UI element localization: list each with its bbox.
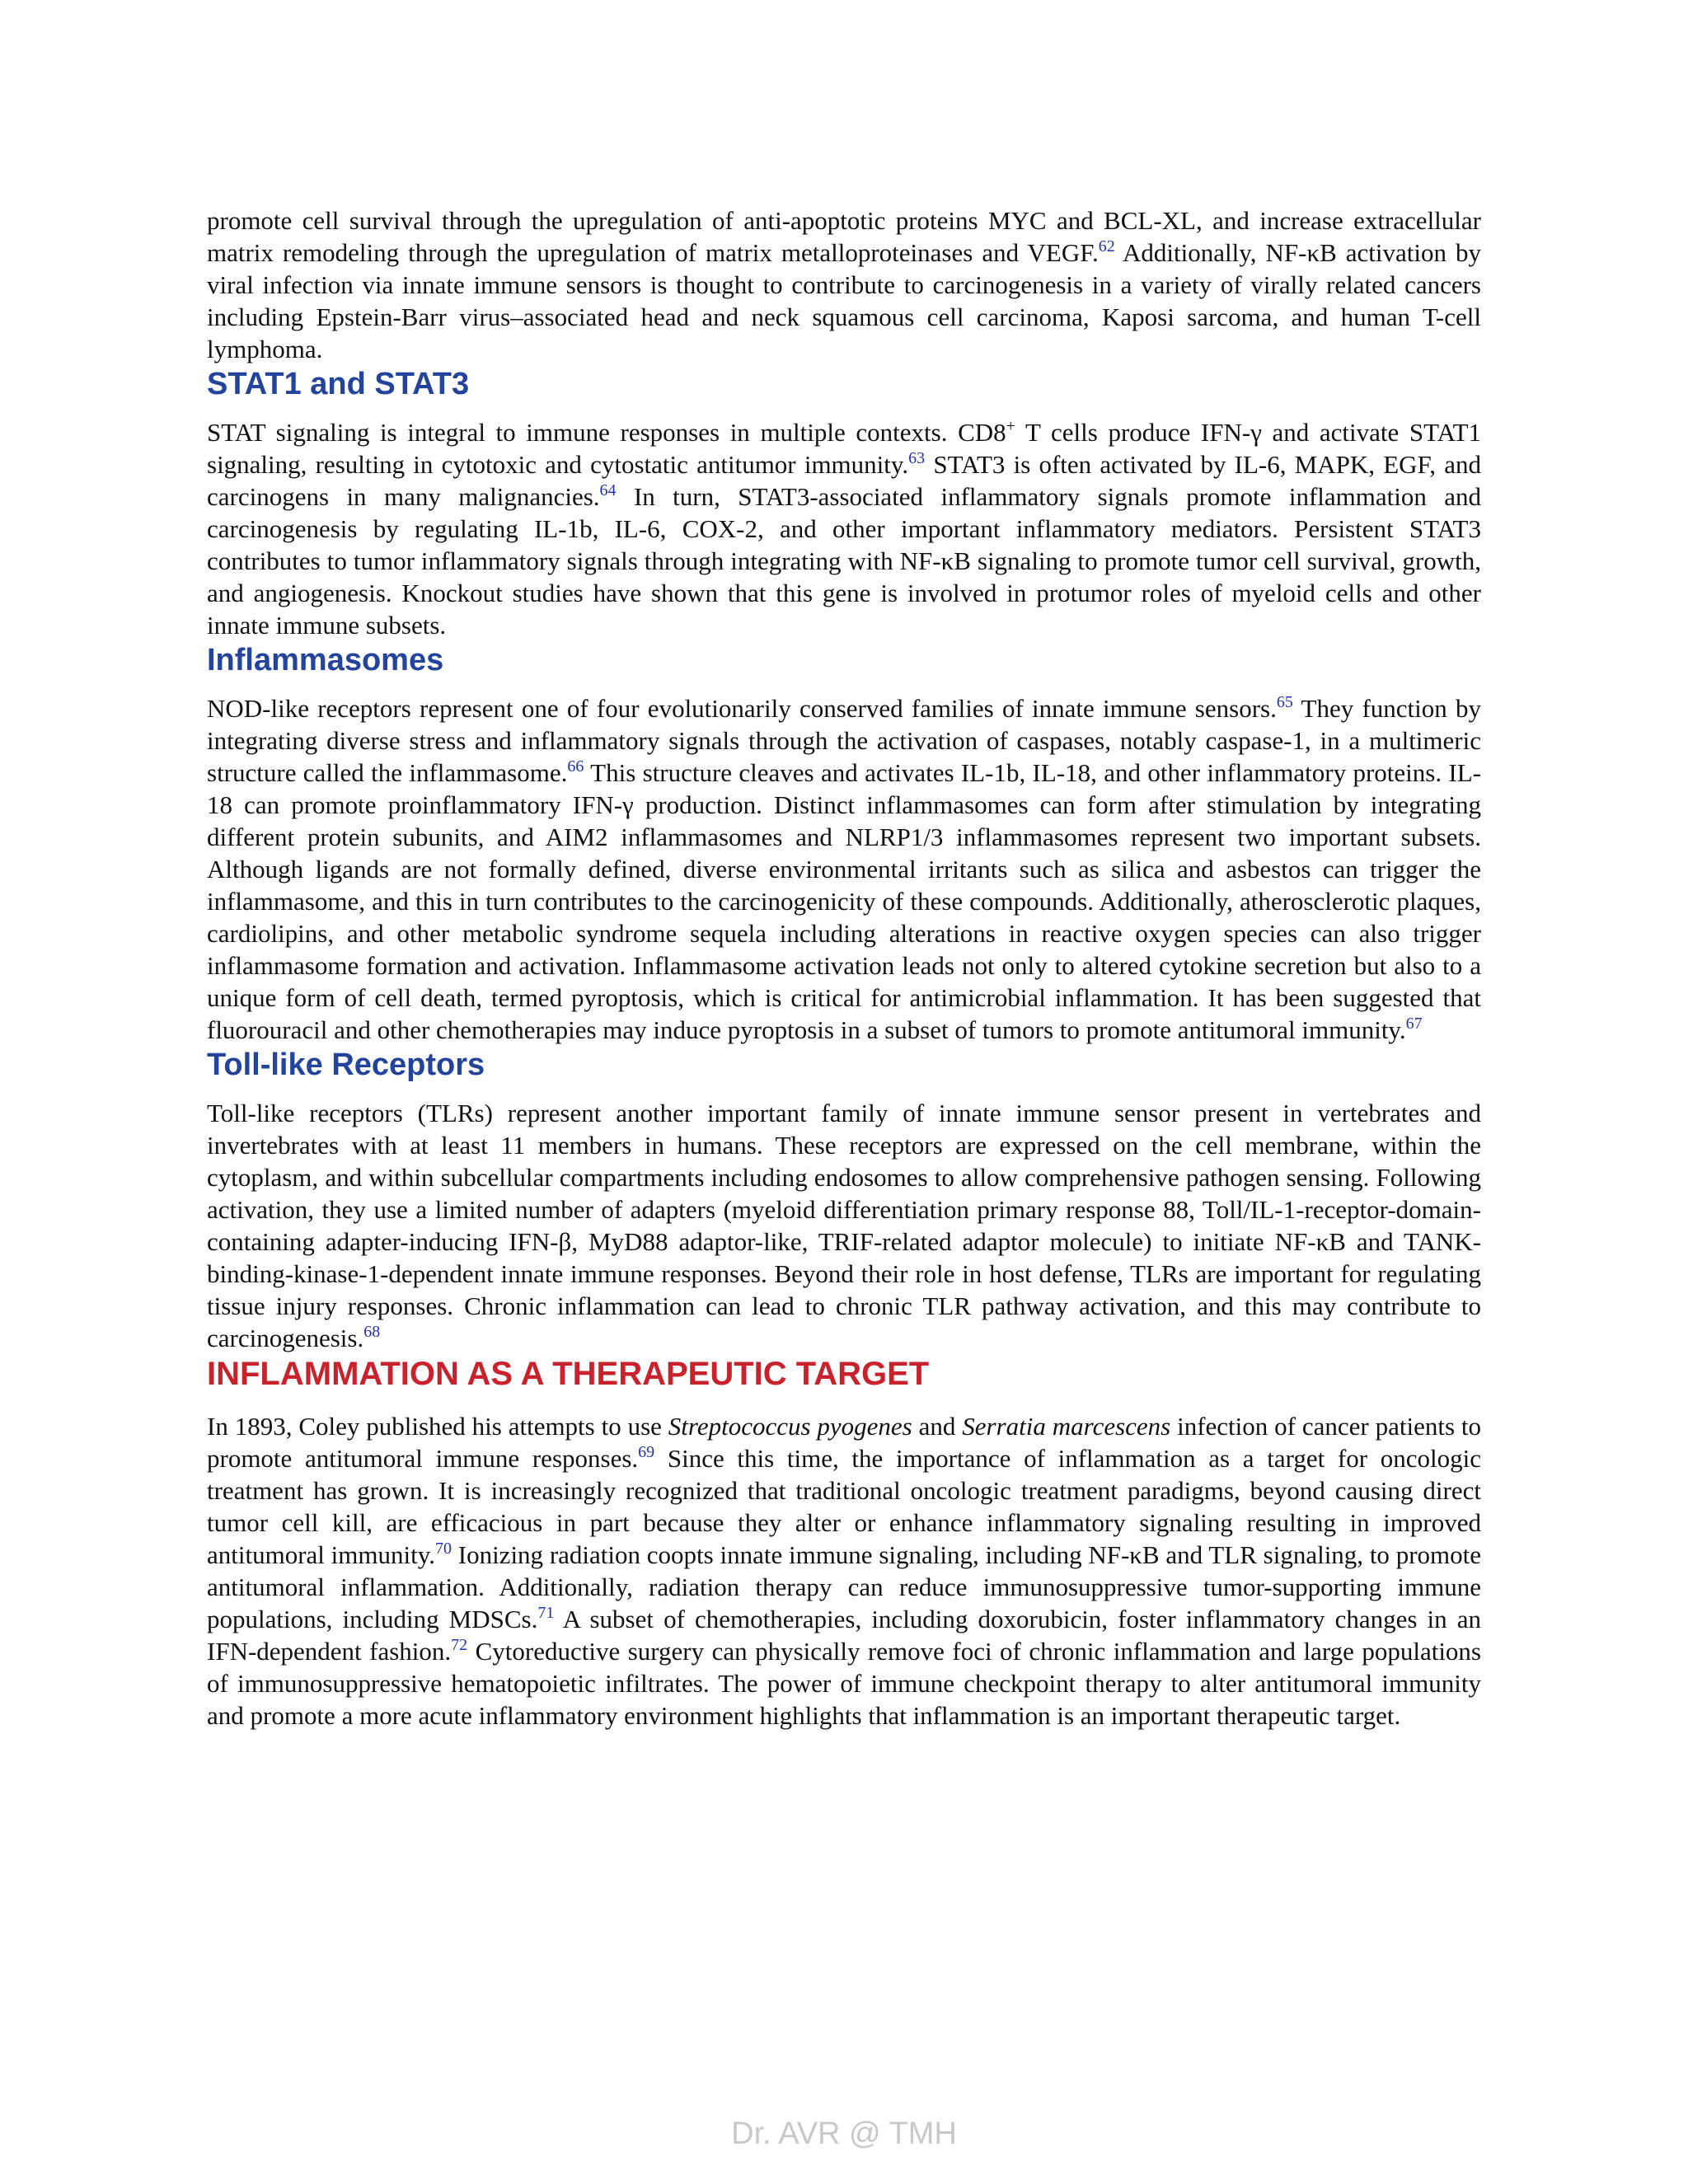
text-run: Ionizing radiation coopts innate immune signaling, including NF-κB and TLR signaling, to promote antitumoral inflammation. Additionally, radiation therapy can reduce immunosuppressive tumor-supporting immune populations, including MDSCs. [207,1540,1481,1633]
text-run: NOD-like receptors represent one of four evolutionarily conserved families of innate immune sensors. [207,694,1277,723]
species-name: Serratia marcescens [962,1412,1171,1441]
stat-paragraph [207,416,1481,641]
text-run: In turn, STAT3-associated inflammatory signals promote inflammation and carcinogenesis by regulating IL-1b, IL-6, COX-2, and other important inflammatory mediators. Persistent STAT3 contributes to tumor inflammatory signals through integrating with NF-κB signaling to promote tumor cell survival, growth, and angiogenesis. Knockout studies have shown that this gene is involved in protumor roles of myeloid cells and other innate immune subsets. [207,482,1482,640]
species-name: Streptococcus pyogenes [668,1412,912,1441]
superscript-plus: + [1006,417,1015,435]
reference-65[interactable]: 65 [1276,693,1293,711]
watermark: Dr. AVR @ TMH [731,2116,957,2151]
text-run: In 1893, Coley published his attempts to use [207,1412,668,1441]
tlr-paragraph [207,1097,1481,1354]
text-run: Since this time, the importance of inflammation as a target for oncologic treatment has grown. It is increasingly recognized that traditional oncologic treatment paradigms, beyond causing direct tumor cell kill, are efficacious in part because they alter or enhance inflammatory signaling resulting in improved antitumoral immunity. [207,1444,1481,1569]
text-run: STAT3 is often activated by IL-6, MAPK, EGF, and carcinogens in many malignancies. [207,450,1481,511]
section-heading-stat: STAT1 and STAT3 [207,367,470,401]
text-run: and [912,1412,963,1441]
text-run: T cells produce IFN-γ and activate STAT1 signaling, resulting in cytotoxic and cytostatic antitumor immunity. [207,418,1482,479]
reference-62[interactable]: 62 [1098,237,1115,255]
text-run: Cytoreductive surgery can physically remove foci of chronic inflammation and large populations of immunosuppressive hematopoietic infiltrates. The power of immune checkpoint therapy to alter antitumoral immunity and promote a more acute inflammatory environment highlights that inflammation is an important therapeutic target. [207,1637,1481,1730]
intro-paragraph [207,204,1481,365]
text-run: infection of cancer patients to promote antitumoral immune responses. [207,1412,1481,1473]
reference-63[interactable]: 63 [908,449,926,467]
reference-72[interactable]: 72 [451,1636,468,1654]
inflammasomes-paragraph [207,692,1481,1046]
reference-64[interactable]: 64 [599,481,617,499]
text-run: Additionally, NF-κB activation by viral infection via innate immune sensors is thought to contribute to carcinogenesis in a variety of virally related cancers including Epstein-Barr virus–associated head and neck squamous cell carcinoma, Kaposi sarcoma, and human T-cell lymphoma. [207,238,1481,363]
text-run: promote cell survival through the upregulation of anti-apoptotic proteins MYC and BCL-XL, and increase extracellular matrix remodeling through the upregulation of matrix metalloproteinases and VEGF. [207,206,1481,267]
reference-69[interactable]: 69 [638,1443,655,1461]
section-heading-inflammasomes: Inflammasomes [207,643,444,677]
text-run: They function by integrating diverse stress and inflammatory signals through the activation of caspases, notably caspase-1, in a multimeric structure called the inflammasome. [207,694,1481,787]
reference-67[interactable]: 67 [1405,1015,1423,1033]
text-run: This structure cleaves and activates IL-1b, IL-18, and other inflammatory proteins. IL-18 can promote proinflammatory IFN-γ production. Distinct inflammasomes can form after stimulation by integrating different protein subunits, and AIM2 inflammasomes and NLRP1/3 inflammasomes represent two important subsets. Although ligands are not formally defined, diverse environmental irritants such as silica and asbestos can trigger the inflammasome, and this in turn contributes to the carcinogenicity of these compounds. Additionally, atherosclerotic plaques, cardiolipins, and other metabolic syndrome sequela including alterations in reactive oxygen species can also trigger inflammasome formation and activation. Inflammasome activation leads not only to altered cytokine secretion but also to a unique form of cell death, termed pyroptosis, which is critical for antimicrobial inflammation. It has been suggested that fluorouracil and other chemotherapies may induce pyroptosis in a subset of tumors to promote antitumoral immunity. [207,758,1481,1044]
reference-68[interactable]: 68 [363,1323,381,1341]
reference-71[interactable]: 71 [537,1604,555,1622]
text-run: STAT signaling is integral to immune responses in multiple contexts. CD8 [207,418,1006,447]
therapeutic-paragraph [207,1410,1481,1732]
document-page [207,204,1481,1732]
text-run: Toll-like receptors (TLRs) represent another important family of innate immune sensor present in vertebrates and invertebrates with at least 11 members in humans. These receptors are expressed on the cell membrane, within the cytoplasm, and within subcellular compartments including endosomes to allow comprehensive pathogen sensing. Following activation, they use a limited number of adapters (myeloid differentiation primary response 88, Toll/IL-1-receptor-domain-containing adapter-inducing IFN-β, MyD88 adaptor-like, TRIF-related adaptor molecule) to initiate NF-κB and TANK-binding-kinase-1-dependent innate immune responses. Beyond their role in host defense, TLRs are important for regulating tissue injury responses. Chronic inflammation can lead to chronic TLR pathway activation, and this may contribute to carcinogenesis. [207,1099,1481,1352]
section-heading-tlr: Toll-like Receptors [207,1047,485,1082]
text-run: A subset of chemotherapies, including doxorubicin, foster inflammatory changes in an IFN-dependent fashion. [207,1605,1481,1666]
reference-66[interactable]: 66 [567,757,584,776]
reference-70[interactable]: 70 [434,1540,452,1558]
section-heading-therapeutic-target: INFLAMMATION AS A THERAPEUTIC TARGET [207,1356,930,1392]
